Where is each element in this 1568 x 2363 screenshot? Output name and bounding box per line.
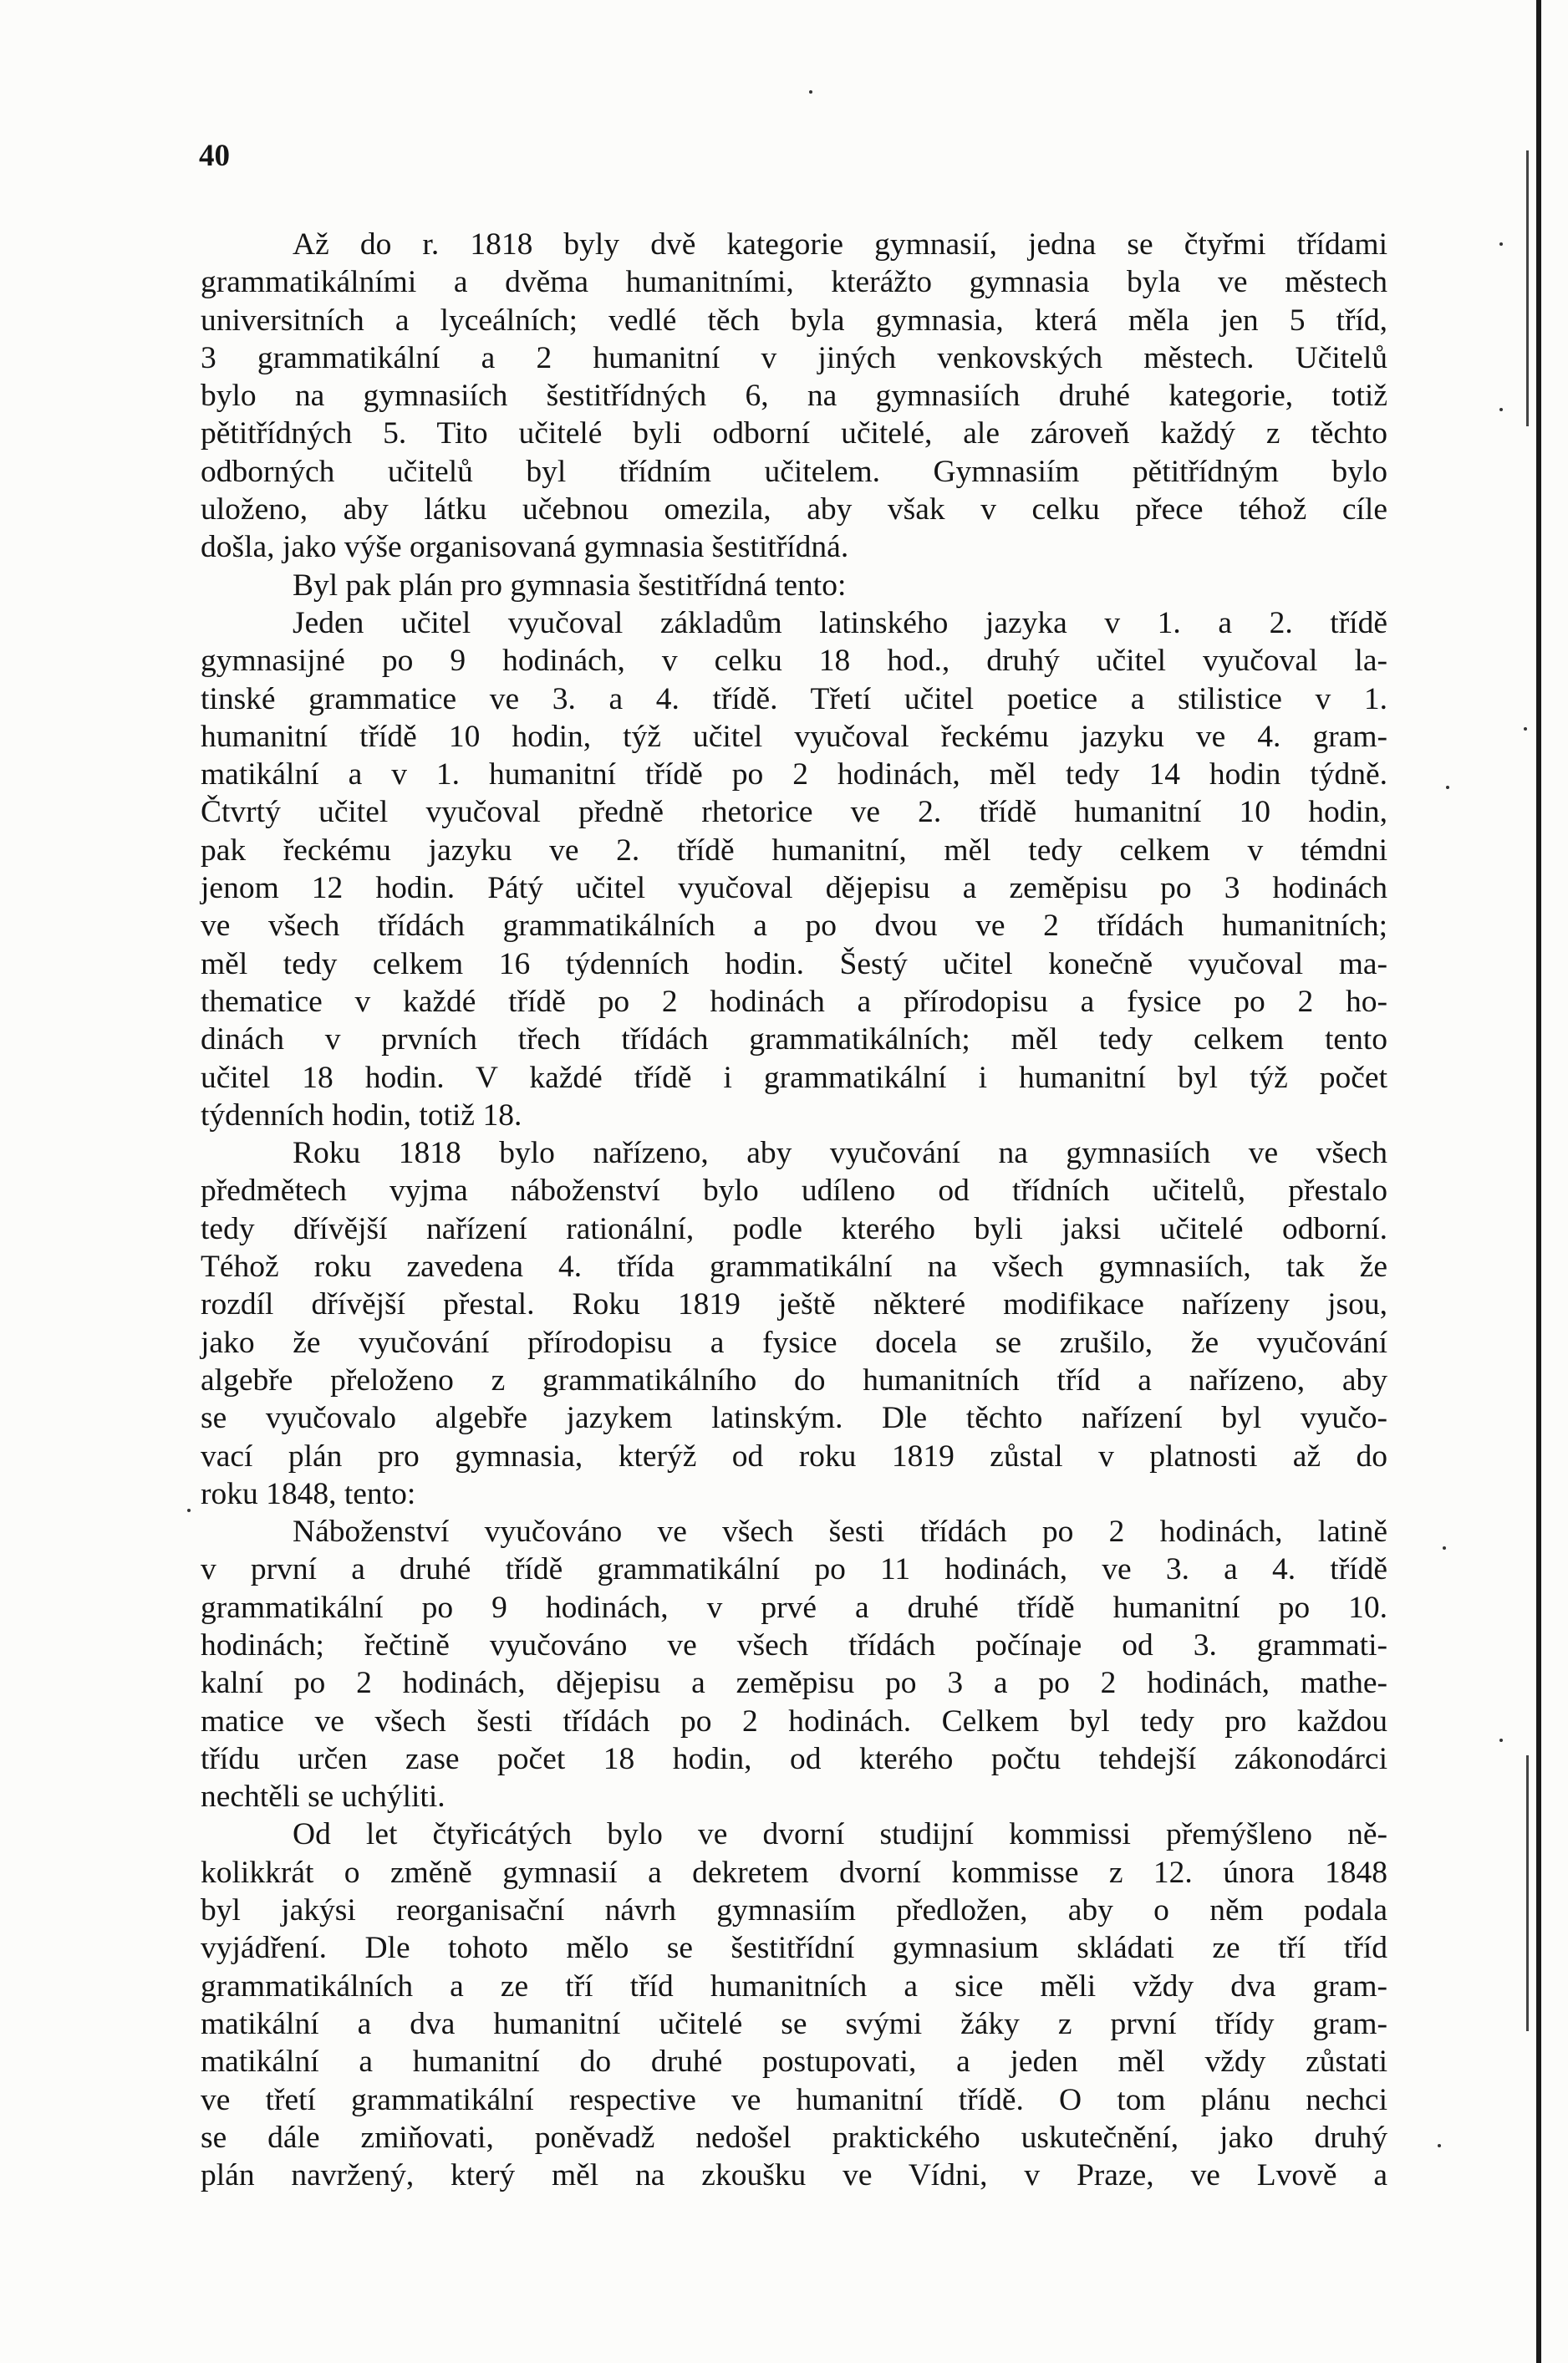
text-line: Až do r. 1818 byly dvě kategorie gymnasií, jedna se čtyřmi třídami [293,227,1387,262]
text-line: jenom 12 hodin. Pátý učitel vyučoval dějepisu a zeměpisu po 3 hodinách [201,871,1387,906]
text-line: učitel 18 hodin. V každé třídě i grammatikální i humanitní byl týž počet [201,1060,1387,1095]
text-line: kolikkrát o změně gymnasií a dekretem dvorní kommisse z 12. února 1848 [201,1855,1387,1890]
text-line: humanitní třídě 10 hodin, týž učitel vyučoval řeckému jazyku ve 4. gram- [201,719,1387,754]
text-line: dinách v prvních třech třídách grammatikálních; měl tedy celkem tento [201,1022,1387,1057]
text-line: jako že vyučování přírodopisu a fysice docela se zrušilo, že vyučování [201,1325,1387,1360]
text-line: vyjádření. Dle tohoto mělo se šestitřídní gymnasium skládati ze tří tříd [201,1931,1387,1966]
body-text [201,226,1387,2194]
page-number: 40 [199,139,230,173]
text-line: 3 grammatikální a 2 humanitní v jiných venkovských městech. Učitelů [201,340,1387,375]
scan-speck [809,90,812,94]
scan-speck [1499,408,1503,411]
text-line: matikální a dva humanitní učitelé se svými žáky z první třídy gram- [201,2006,1387,2041]
text-line: ve všech třídách grammatikálních a po dvou ve 2 třídách humanitních; [201,909,1387,944]
text-line: odborných učitelů byl třídním učitelem. Gymnasiím pětitřídným bylo [201,454,1387,489]
text-line: Jeden učitel vyučoval základům latinského jazyka v 1. a 2. třídě [293,605,1387,640]
text-line: pak řeckému jazyku ve 2. třídě humanitní, měl tedy celkem v témdni [201,833,1387,868]
text-line: byl jakýsi reorganisační návrh gymnasiím předložen, aby o něm podala [201,1893,1387,1928]
text-line: v první a druhé třídě grammatikální po 11 hodinách, ve 3. a 4. třídě [201,1552,1387,1587]
text-line: Téhož roku zavedena 4. třída grammatikální na všech gymnasiích, tak že [201,1250,1387,1285]
text-line: týdenních hodin, totiž 18. [201,1097,522,1133]
text-line: nechtěli se uchýliti. [201,1780,445,1815]
text-line: ve třetí grammatikální respective ve humanitní třídě. O tom plánu nechci [201,2082,1387,2117]
text-line: bylo na gymnasiích šestitřídných 6, na gymnasiích druhé kategorie, totiž [201,379,1387,414]
text-line: kalní po 2 hodinách, dějepisu a zeměpisu po 3 a po 2 hodinách, mathe- [201,1666,1387,1701]
scan-speck [1438,2144,1441,2147]
scan-speck [1443,1546,1446,1550]
text-line: tedy dřívější nařízení rationální, podle kterého byli jaksi učitelé odborní. [201,1211,1387,1246]
text-line: se vyučovalo algebře jazykem latinským. Dle těchto nařízení byl vyučo- [201,1401,1387,1436]
text-line: Byl pak plán pro gymnasia šestitřídná tento: [293,568,847,603]
text-line: thematice v každé třídě po 2 hodinách a přírodopisu a fysice po 2 ho- [201,984,1387,1019]
text-line: matikální a humanitní do druhé postupovati, a jeden měl vždy zůstati [201,2045,1387,2080]
text-line: uloženo, aby látku učebnou omezila, aby však v celku přece téhož cíle [201,492,1387,527]
text-line: tinské grammatice ve 3. a 4. třídě. Třetí učitel poetice a stilistice v 1. [201,681,1387,716]
text-line: universitních a lyceálních; vedlé těch byla gymnasia, která měla jen 5 tříd, [201,303,1387,338]
scan-speck [1524,727,1527,731]
text-line: roku 1848, tento: [201,1476,416,1511]
text-line: se dále zmiňovati, poněvadž nedošel praktického uskutečnění, jako druhý [201,2120,1387,2155]
text-line: gymnasijné po 9 hodinách, v celku 18 hod., druhý učitel vyučoval la- [201,644,1387,679]
text-line: plán navržený, který měl na zkoušku ve Vídni, v Praze, ve Lvově a [201,2158,1387,2193]
text-line: algebře přeloženo z grammatikálního do humanitních tříd a nařízeno, aby [201,1362,1387,1398]
text-line: grammatikální po 9 hodinách, v prvé a druhé třídě humanitní po 10. [201,1590,1387,1625]
text-line: matice ve všech šesti třídách po 2 hodinách. Celkem byl tedy pro každou [201,1703,1387,1739]
text-line: hodinách; řečtině vyučováno ve všech třídách počínaje od 3. grammati- [201,1627,1387,1663]
scan-speck [1446,786,1449,789]
binding-edge-line-inner [1526,150,1529,426]
text-line: Náboženství vyučováno ve všech šesti třídách po 2 hodinách, latině [293,1515,1387,1550]
scan-speck [1499,242,1503,246]
scan-speck [187,1509,191,1512]
text-line: grammatikálních a ze tří tříd humanitních a sice měli vždy dva gram- [201,1968,1387,2004]
text-line: grammatikálními a dvěma humanitními, kterážto gymnasia byla ve městech [201,265,1387,300]
text-line: třídu určen zase počet 18 hodin, od kterého počtu tehdejší zákonodárci [201,1741,1387,1776]
text-line: Čtvrtý učitel vyučoval předně rhetorice ve 2. třídě humanitní 10 hodin, [201,795,1387,830]
binding-edge-line [1536,0,1541,2363]
scan-speck [1499,1739,1503,1742]
text-line: pětitřídných 5. Tito učitelé byli odborní učitelé, ale zároveň každý z těchto [201,416,1387,451]
binding-edge-line-inner [1526,1755,1529,2031]
text-line: vací plán pro gymnasia, kterýž od roku 1819 zůstal v platnosti až do [201,1439,1387,1474]
text-line: předmětech vyjma náboženství bylo udíleno od třídních učitelů, přestalo [201,1174,1387,1209]
text-line: matikální a v 1. humanitní třídě po 2 hodinách, měl tedy 14 hodin týdně. [201,757,1387,792]
text-line: rozdíl dřívější přestal. Roku 1819 ještě některé modifikace nařízeny jsou, [201,1287,1387,1322]
text-line: měl tedy celkem 16 týdenních hodin. Šestý učitel konečně vyučoval ma- [201,946,1387,981]
text-line: došla, jako výše organisovaná gymnasia šestitřídná. [201,530,849,565]
text-line: Od let čtyřicátých bylo ve dvorní studijní kommissi přemýšleno ně- [293,1817,1387,1852]
text-line: Roku 1818 bylo nařízeno, aby vyučování na gymnasiích ve všech [293,1136,1387,1171]
